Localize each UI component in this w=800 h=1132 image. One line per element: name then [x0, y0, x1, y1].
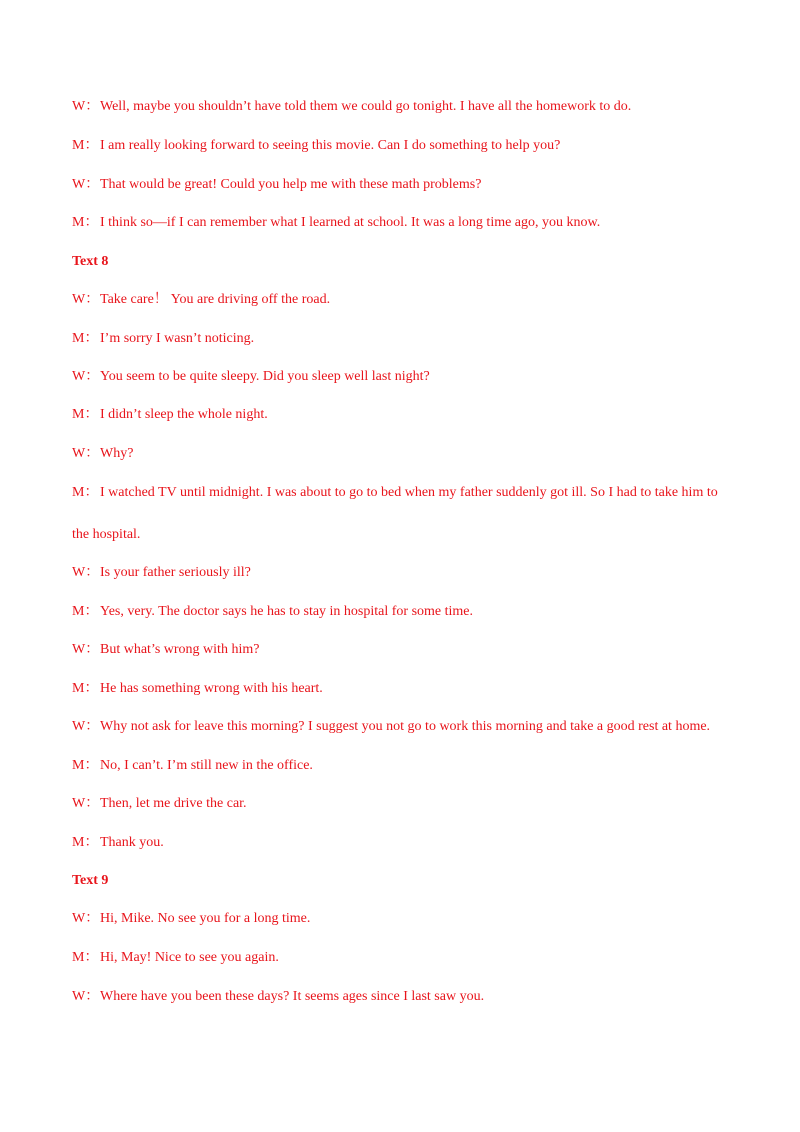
speaker-label: W：	[72, 989, 100, 1004]
speaker-label: M：	[72, 331, 99, 346]
dialogue-line	[72, 757, 732, 775]
dialogue-text: Why not ask for leave this morning? I suggest you not go to work this morning and take a good rest at home.	[100, 719, 711, 734]
dialogue-line	[72, 718, 732, 736]
dialogue-line	[72, 291, 732, 309]
speaker-label: M：	[72, 215, 99, 230]
dialogue-text: Yes, very. The doctor says he has to stay in hospital for some time.	[100, 604, 474, 619]
speaker-label: W：	[72, 719, 100, 734]
dialogue-line	[72, 795, 732, 813]
dialogue-text: You seem to be quite sleepy. Did you sleep well last night?	[100, 369, 430, 384]
speaker-label: W：	[72, 565, 100, 580]
dialogue-text: He has something wrong with his heart.	[100, 681, 323, 696]
dialogue-text: That would be great! Could you help me with these math problems?	[100, 177, 482, 192]
dialogue-line	[72, 137, 732, 155]
dialogue-text: Hi, Mike. No see you for a long time.	[100, 911, 311, 926]
dialogue-line	[72, 988, 732, 1006]
dialogue-line	[72, 641, 732, 659]
dialogue-text: I didn’t sleep the whole night.	[100, 407, 268, 422]
dialogue-line	[72, 368, 732, 386]
section-heading-text-8: Text 8	[72, 254, 109, 269]
dialogue-text: I think so—if I can remember what I learned at school. It was a long time ago, you know.	[100, 215, 601, 230]
dialogue-line	[72, 214, 732, 232]
dialogue-text: Why?	[100, 446, 134, 461]
dialogue-line	[72, 910, 732, 928]
dialogue-line	[72, 472, 734, 556]
dialogue-line	[72, 949, 732, 967]
speaker-label: M：	[72, 407, 99, 422]
dialogue-text: But what’s wrong with him?	[100, 642, 260, 657]
dialogue-text: Where have you been these days? It seems ages since I last saw you.	[100, 989, 485, 1004]
dialogue-text: Then, let me drive the car.	[100, 796, 247, 811]
dialogue-line	[72, 834, 732, 852]
dialogue-text: I’m sorry I wasn’t noticing.	[100, 331, 255, 346]
dialogue-line	[72, 680, 732, 698]
speaker-label: W：	[72, 292, 100, 307]
speaker-label: M：	[72, 950, 99, 965]
dialogue-line	[72, 176, 732, 194]
speaker-label: W：	[72, 642, 100, 657]
section-heading-text-9: Text 9	[72, 873, 109, 888]
speaker-label: W：	[72, 796, 100, 811]
dialogue-line	[72, 603, 732, 621]
speaker-label: W：	[72, 369, 100, 384]
dialogue-text: Well, maybe you shouldn’t have told them we could go tonight. I have all the homework to do.	[100, 99, 632, 114]
dialogue-line	[72, 330, 732, 348]
dialogue-text: Take care！ You are driving off the road.	[100, 292, 331, 307]
dialogue-text: Hi, May! Nice to see you again.	[100, 950, 279, 965]
dialogue-text: I watched TV until midnight. I was about to go to bed when my father suddenly got ill. So I had to take him to the hospital.	[72, 485, 718, 542]
speaker-label: W：	[72, 177, 100, 192]
dialogue-text: Thank you.	[100, 835, 164, 850]
speaker-label: M：	[72, 604, 99, 619]
dialogue-line	[72, 564, 732, 582]
speaker-label: M：	[72, 835, 99, 850]
dialogue-line	[72, 445, 732, 463]
dialogue-line	[72, 406, 732, 424]
dialogue-text: I am really looking forward to seeing this movie. Can I do something to help you?	[100, 138, 561, 153]
speaker-label: M：	[72, 485, 99, 500]
dialogue-text: No, I can’t. I’m still new in the office.	[100, 758, 313, 773]
speaker-label: M：	[72, 758, 99, 773]
speaker-label: W：	[72, 99, 100, 114]
speaker-label: W：	[72, 911, 100, 926]
dialogue-line	[72, 98, 732, 116]
speaker-label: M：	[72, 138, 99, 153]
speaker-label: W：	[72, 446, 100, 461]
dialogue-text: Is your father seriously ill?	[100, 565, 251, 580]
speaker-label: M：	[72, 681, 99, 696]
